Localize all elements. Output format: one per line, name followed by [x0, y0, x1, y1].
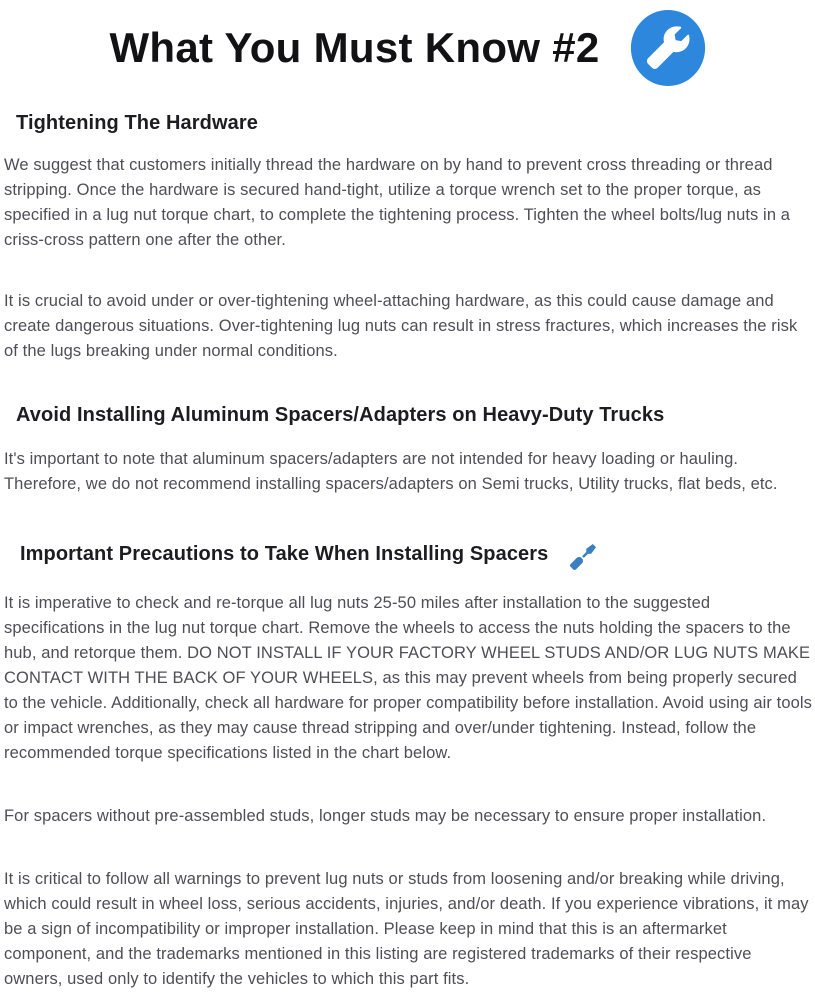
paragraph-heavy-loading: It's important to note that aluminum spacers/adapters are not intended for heavy loading or hauling. Therefore, we do not recommend installing spacers/adapters on Semi trucks, Utility trucks, flat beds, etc.: [4, 450, 778, 493]
section-tightening-hardware: [0, 112, 815, 364]
section-heading-precautions: [20, 539, 815, 569]
section-precautions: [0, 539, 815, 992]
paragraph-longer-studs: For spacers without pre-assembled studs, longer studs may be necessary to ensure proper installation.: [4, 807, 767, 825]
section-heading-precautions-label: Important Precautions to Take When Installing Spacers: [20, 542, 549, 565]
section-aluminum-heavy-duty: [0, 404, 815, 497]
section-heading-aluminum: Avoid Installing Aluminum Spacers/Adapters on Heavy-Duty Trucks: [16, 404, 665, 426]
screwdriver-icon: [570, 542, 596, 572]
paragraph-warnings-disclaimer: It is critical to follow all warnings to prevent lug nuts or studs from loosening and/or breaking while driving, which could result in wheel loss, serious accidents, injuries, and/or death. If you experience vibrations, it may be a sign of incompatibility or improper installation. Please keep in mind that this is an aftermarket component, and the trademarks mentioned in this listing are registered trademarks of their respective owners, used only to identify the vehicles to which this part fits.: [4, 870, 809, 988]
page-header: [0, 0, 815, 96]
section-heading-tightening: Tightening The Hardware: [16, 112, 258, 134]
paragraph-over-tightening: It is crucial to avoid under or over-tightening wheel-attaching hardware, as this could cause damage and create dangerous situations. Over-tightening lug nuts can result in stress fractures, which increases the risk of the lugs breaking under normal conditions.: [4, 292, 798, 360]
paragraph-hand-tighten: We suggest that customers initially thread the hardware on by hand to prevent cross threading or thread stripping. Once the hardware is secured hand-tight, utilize a torque wrench set to the proper torque, as specified in a lug nut torque chart, to complete the tightening process. Tighten the wheel bolts/lug nuts in a criss-cross pattern one after the other.: [4, 156, 791, 249]
wrench-icon: [630, 9, 706, 87]
page-title: What You Must Know #2: [109, 24, 600, 71]
paragraph-retorque: It is imperative to check and re-torque all lug nuts 25-50 miles after installation to the suggested specifications in the lug nut torque chart. Remove the wheels to access the nuts holding the spacers to the hub, and retorque them. DO NOT INSTALL IF YOUR FACTORY WHEEL STUDS AND/OR LUG NUTS MAKE CONTACT WITH THE BACK OF YOUR WHEELS, as this may prevent wheels from being properly secured to the vehicle. Additionally, check all hardware for proper compatibility before installation. Avoid using air tools or impact wrenches, as they may cause thread stripping and over/under tightening. Instead, follow the recommended torque specifications listed in the chart below.: [4, 594, 813, 762]
